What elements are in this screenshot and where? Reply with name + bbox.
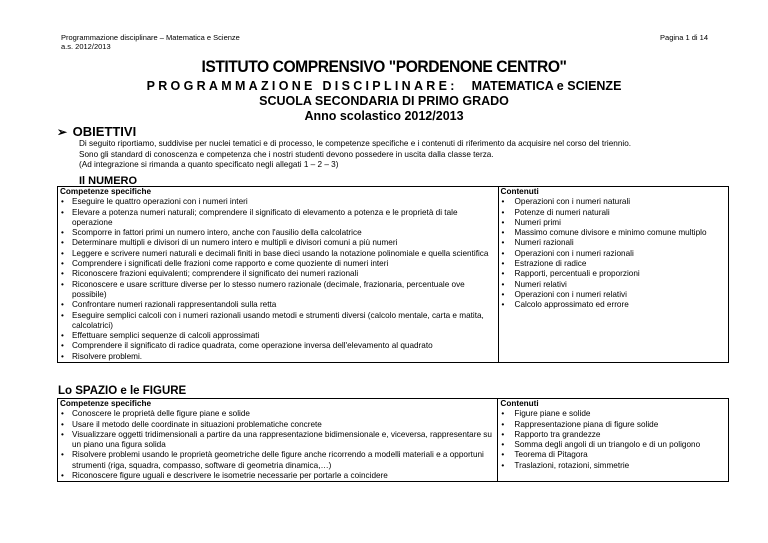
list-item: • Massimo comune divisore e minimo comune multiplo [501,228,725,238]
list-item: • Comprendere i significati delle frazioni come rapporto e come quoziente di numeri interi [60,259,495,269]
document-title: ISTITUTO COMPRENSIVO "PORDENONE CENTRO" [201,57,567,76]
list-item: • Estrazione di radice [501,259,725,269]
competenze-header: Competenze specifiche [60,399,151,408]
list-item: • Scomporre in fattori primi un numero intero, anche con l'ausilio della calcolatrice [60,228,495,238]
list-item: • Calcolo approssimato ed errore [501,300,725,310]
list-item: • Rappresentazione piana di figure solide [500,420,725,430]
intro-line: (Ad integrazione si rimanda a quanto specificato negli allegati 1 – 2 – 3) [79,160,339,170]
list-item: • Leggere e scrivere numeri naturali e decimali finiti in base dieci usando la notazione polinomiale e quella scientifica [60,249,495,259]
contenuti-cell [498,187,728,363]
subtitle-spaced-part: PROGRAMMAZIONE DISCIPLINARE: [146,79,458,93]
competenze-cell [58,399,498,482]
contenuti-header: Contenuti [500,187,539,196]
list-item: • Numeri primi [501,218,725,228]
competenze-list [60,197,495,362]
objectives-intro [79,139,631,171]
list-item: • Rapporti, percentuali e proporzioni [501,269,725,279]
list-item: • Figure piane e solide [500,409,725,419]
objectives-heading [57,124,136,139]
subtitle-programmazione [0,79,768,93]
competenze-cell [58,187,499,363]
list-item: • Eseguire semplici calcoli con i numeri razionali usando metodi e strumenti diversi (calcolo mentale, carta e matita, calcolatrici) [60,311,495,332]
competenze-header: Competenze specifiche [60,187,151,196]
contenuti-cell [498,399,729,482]
list-item: • Riconoscere frazioni equivalenti; comprendere il significato dei numeri razionali [60,269,495,279]
table-spazio [57,398,729,482]
list-item: • Numeri razionali [501,238,725,248]
competenze-list [60,409,494,481]
list-item: • Potenze di numeri naturali [501,208,725,218]
list-item: • Somma degli angoli di un triangolo e di un poligono [500,440,725,450]
list-item: • Operazioni con i numeri relativi [501,290,725,300]
contenuti-header: Contenuti [500,399,539,408]
list-item: • Eseguire le quattro operazioni con i numeri interi [60,197,495,207]
list-item: • Effettuare semplici sequenze di calcoli approssimati [60,331,495,341]
page-header-left [61,33,240,51]
objectives-heading-text: OBIETTIVI [72,124,137,139]
header-doc-title: Programmazione disciplinare – Matematica e Scienze [61,33,240,42]
list-item: • Rapporto tra grandezze [500,430,725,440]
intro-line: Di seguito riportiamo, suddivise per nuclei tematici e di processo, le competenze specifiche e i contenuti di riferimento da acquisire nel corso del triennio. [79,139,632,148]
list-item: • Visualizzare oggetti tridimensionali a partire da una rappresentazione bidimensionale e, viceversa, rappresentare su un piano una figura solida [60,430,494,451]
subtitle-school-year: Anno scolastico 2012/2013 [304,109,464,123]
list-item: • Determinare multipli e divisori di un numero intero e multipli e divisori comuni a più numeri [60,238,495,248]
list-item: • Conoscere le proprietà delle figure piane e solide [60,409,494,419]
list-item: • Riconoscere e usare scritture diverse per lo stesso numero razionale (decimale, frazionaria, percentuale ove possibile) [60,280,495,301]
contenuti-list [501,197,725,310]
section-title-spazio: Lo SPAZIO e le FIGURE [58,385,187,397]
list-item: • Numeri relativi [501,280,725,290]
subtitle-school-level: SCUOLA SECONDARIA DI PRIMO GRADO [259,94,509,108]
section-title-numero: Il NUMERO [79,175,138,187]
intro-line: Sono gli standard di conoscenza e competenza che i nostri studenti devono possedere in uscita dalla classe terza. [79,149,494,159]
list-item: • Risolvere problemi. [60,352,495,362]
list-item: • Operazioni con i numeri naturali [501,197,725,207]
list-item: • Riconoscere figure uguali e descrivere le isometrie necessarie per portarle a coincidere [60,471,494,481]
list-item: • Risolvere problemi usando le proprietà geometriche delle figure anche ricorrendo a modelli materiali e a opportuni strumenti (riga, squadra, compasso, software di geometria dinamica,…) [60,450,494,471]
list-item: • Comprendere il significato di radice quadrata, come operazione inversa dell'elevamento al quadrato [60,341,495,351]
list-item: • Teorema di Pitagora [500,450,725,460]
arrow-bullet-icon: ➢ [57,125,68,139]
page-number: Pagina 1 di 14 [660,33,708,42]
header-school-year: a.s. 2012/2013 [61,42,111,51]
list-item: • Elevare a potenza numeri naturali; comprendere il significato di elevamento a potenza e le proprietà di tale operazione [60,208,495,229]
subtitle-subject: MATEMATICA e SCIENZE [471,79,622,93]
contenuti-list [500,409,725,471]
list-item: • Operazioni con i numeri razionali [501,249,725,259]
list-item: • Usare il metodo delle coordinate in situazioni problematiche concrete [60,420,494,430]
list-item: • Confrontare numeri razionali rappresentandoli sulla retta [60,300,495,310]
list-item: • Traslazioni, rotazioni, simmetrie [500,461,725,471]
table-numero [57,186,729,363]
